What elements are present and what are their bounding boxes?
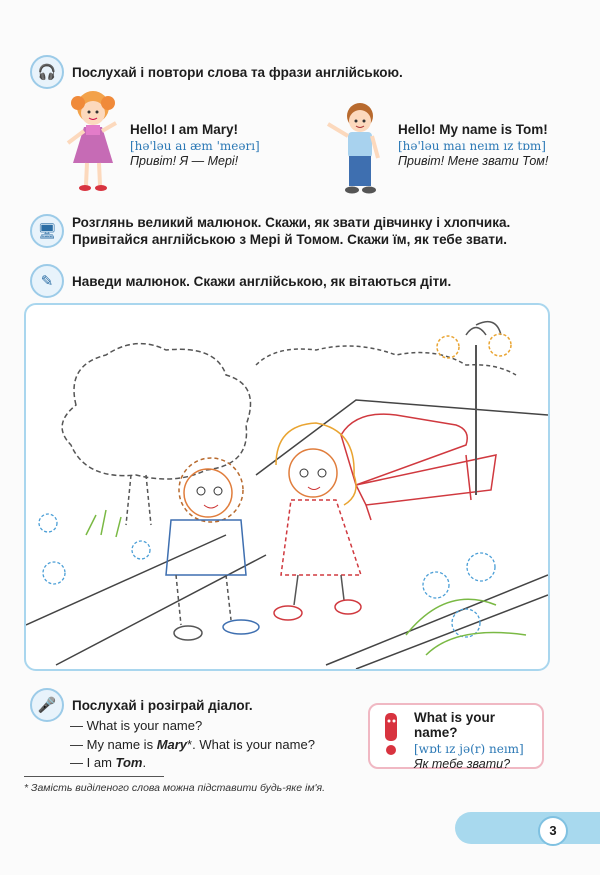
dialogue <box>70 717 315 773</box>
dialogue-highlight-name-mary: Mary <box>156 736 188 752</box>
tom-illustration <box>320 100 390 198</box>
dialogue-line-1: — What is your name? <box>70 718 203 733</box>
task-text: Послухай і розіграй діалог. <box>72 697 253 713</box>
mary-greeting <box>130 122 260 168</box>
mary-greeting-en: Hello! I am Mary! <box>130 122 239 137</box>
tom-greeting-ua: Привіт! Мене звати Том! <box>398 154 549 168</box>
dialogue-line-2-end: *. What is your name? <box>187 736 315 752</box>
task-look-picture <box>30 214 560 248</box>
dialogue-line-3-start: — I am <box>70 755 116 770</box>
dialogue-line-3-end: . <box>142 755 147 770</box>
tom-greeting-en: Hello! My name is Tom! <box>398 122 548 137</box>
exclamation-mark-icon <box>376 711 406 757</box>
footnote: * Замість виділеного слова можна підставити будь-яке ім'я. <box>24 782 326 794</box>
task-text: Послухай і повтори слова та фрази англійською. <box>72 64 403 80</box>
dialogue-highlight-name-tom: Tom <box>115 755 143 770</box>
computer-icon: 🖥 <box>30 214 64 248</box>
task-text: Наведи малюнок. Скажи англійською, як вітаються діти. <box>72 273 452 289</box>
phrase-en: What is your name? <box>414 710 496 740</box>
task-listen-repeat <box>30 55 403 89</box>
mary-greeting-transcription: [hə'ləu aı æm 'meərı] <box>130 139 260 153</box>
footnote-divider <box>24 776 164 777</box>
task-text: Розглянь великий малюнок. Скажи, як звати дівчинку і хлопчика. Привітайся англійською з Мері й Томом. Скажи їм, як тебе звати. <box>72 215 511 247</box>
phrase-info <box>414 710 542 771</box>
phrase-info-box <box>368 703 544 769</box>
tracing-picture <box>24 303 550 671</box>
dialogue-line-2 <box>70 736 315 755</box>
task-trace-picture <box>30 264 451 298</box>
tom-greeting-transcription: [hə'ləu maı neım ız tɒm] <box>398 139 546 153</box>
headphones-icon: 🎧 <box>30 55 64 89</box>
mary-illustration <box>58 85 128 200</box>
mary-greeting-ua: Привіт! Я — Мері! <box>130 154 239 168</box>
dialogue-line-3 <box>70 754 315 773</box>
page-number: 3 <box>538 816 568 846</box>
park-scene-drawing <box>26 305 548 669</box>
pencil-icon: ✎ <box>30 264 64 298</box>
phrase-transcription: [wɒt ız jə(r) neım] <box>414 742 524 756</box>
phrase-ua: Як тебе звати? <box>414 757 511 771</box>
microphone-icon: 🎤 <box>30 688 64 722</box>
page-number-bar <box>455 812 600 844</box>
tom-greeting <box>398 122 548 168</box>
dialogue-line-2-start: — My name is <box>70 736 157 752</box>
